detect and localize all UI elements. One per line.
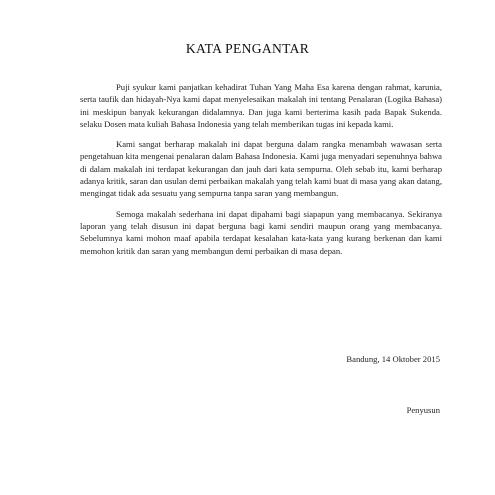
page-title: KATA PENGANTAR xyxy=(185,41,310,56)
paragraph-2: Kami sangat berharap makalah ini dapat berguna dalam rangka menambah wawasan serta pengetahuan kita mengenai penalaran dalam Bahasa Indonesia. Kami juga menyadari sepenuhnya bahwa di dalam makalah ini terdapat kekurangan dan jauh dari kata sempurna. Oleh sebab itu, kami berharap adanya kritik, saran dan usulan demi perbaikan makalah yang telah kami buat di masa yang akan datang, mengingat tidak ada sesuatu yang sempurna tanpa saran yang membangun. xyxy=(80,139,442,199)
place-and-date: Bandung, 14 Oktober 2015 xyxy=(346,354,440,364)
paragraph-3: Semoga makalah sederhana ini dapat dipahami bagi siapapun yang membacanya. Sekiranya laporan yang telah disusun ini dapat berguna bagi kami sendiri maupun orang yang membacanya. Sebelumnya kami mohon maaf apabila terdapat kesalahan kata-kata yang kurang berkenan dan kami memohon kritik dan saran yang membangun demi perbaikan di masa depan. xyxy=(80,208,442,256)
paragraph-1: Puji syukur kami panjatkan kehadirat Tuhan Yang Maha Esa karena dengan rahmat, karunia, serta taufik dan hidayah-Nya kami dapat menyelesaikan makalah ini tentang Penalaran (Logika Bahasa) ini meskipun banyak kekurangan didalamnya. Dan juga kami berterima kasih pada Bapak Sukenda. selaku Dosen mata kuliah Bahasa Indonesia yang telah memberikan tugas ini kepada kami. xyxy=(80,82,442,129)
signer-name: Penyusun xyxy=(406,405,440,415)
document-body xyxy=(80,81,442,265)
